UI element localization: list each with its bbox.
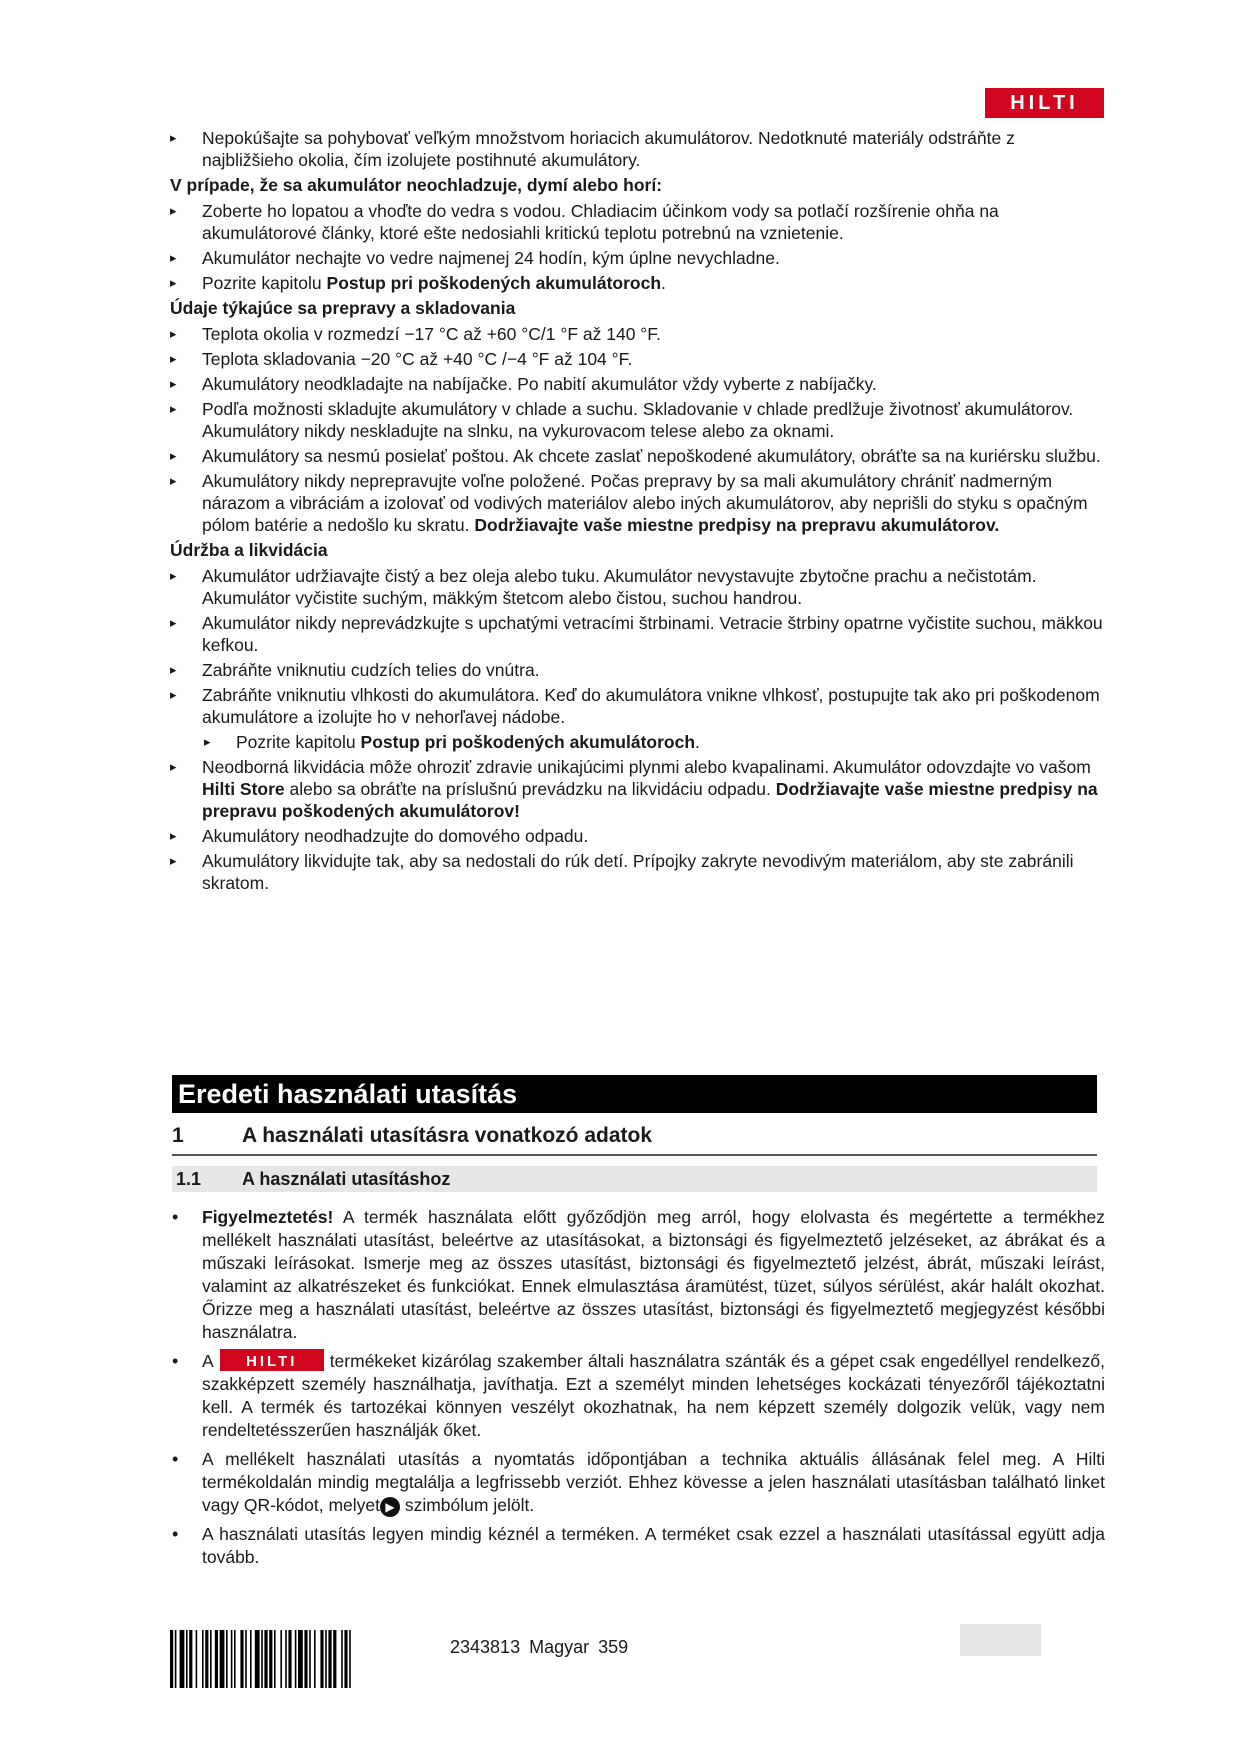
hilti-logo-text: HILTI (1010, 91, 1079, 114)
list-item: ▸ Akumulátory nikdy neprepravujte voľne položené. Počas prepravy by sa mali akumulátory chrániť nadmerným nárazom a vibráciám a izolovať od vodivých materiálov alebo iných akumulátorov, aby neprišli do styku s opačným pólom batérie a nedošlo ku skratu. Dodržiavajte vaše miestne predpisy na prepravu akumulátorov. (170, 470, 1105, 536)
list-item: • A használati utasítás legyen mindig kéznél a terméken. A terméket csak ezzel a használati utasítással együtt adja tovább. (170, 1523, 1105, 1569)
page-footer: 2343813 Magyar 359 (450, 1637, 629, 1657)
list-item: ▸ Akumulátory likvidujte tak, aby sa nedostali do rúk detí. Prípojky zakryte nevodivým materiálom, aby ste zabránili skratom. (170, 850, 1105, 894)
subchapter-number: 1.1 (176, 1169, 202, 1189)
list-item: ▸ Neodborná likvidácia môže ohroziť zdravie unikajúcimi plynmi alebo kvapalinami. Akumulátor odovzdajte vo vašom Hilti Store alebo sa obráťte na príslušnú prevádzku na likvidáciu odpadu. Dodržiavajte vaše miestne predpisy na prepravu poškodených akumulátorov! (170, 756, 1105, 822)
list-item: ▸ Nepokúšajte sa pohybovať veľkým množstvom horiacich akumulátorov. Nedotknuté materiály odstráňte z najbližšieho okolia, čím izolujete postihnuté akumulátory. (170, 127, 1105, 171)
hilti-logo (985, 88, 1104, 118)
list-item: ▸ Akumulátory neodhadzujte do domového odpadu. (170, 825, 1105, 847)
list-item: ▸ Zabráňte vniknutiu cudzích telies do vnútra. (170, 659, 1105, 681)
chapter-title: A használati utasításra vonatkozó adatok (242, 1124, 653, 1147)
list-item: • A mellékelt használati utasítás a nyomtatás időpontjában a technika aktuális állásának felel meg. A Hilti termékoldalán mindig megtalálja a legfrissebb verziót. Ehhez kövesse a jelen használati utasításban található linket vagy QR-kódot, melyet ▶ szimbólum jelölt. (170, 1448, 1105, 1517)
chapter-reference: Postup pri poškodených akumulátoroch (360, 732, 696, 752)
heading-maintenance: Údržba a likvidácia (170, 540, 328, 560)
list-item: ▸ Teplota okolia v rozmedzí −17 °C až +60 °C/1 °F až 140 °F. (170, 323, 1105, 345)
barcode-icon (170, 1630, 428, 1688)
hilti-logo-inline: HILTI (220, 1349, 324, 1371)
chapter-number: 1 (172, 1124, 184, 1147)
sub-list-item: ▸ Pozrite kapitolu Postup pri poškodených akumulátoroch. (170, 731, 1105, 753)
list-item: ▸ Teplota skladovania −20 °C až +40 °C /−4 °F až 104 °F. (170, 348, 1105, 370)
slovak-section (170, 127, 1105, 897)
list-item: ▸ Akumulátory neodkladajte na nabíjačke. Po nabití akumulátor vždy vyberte z nabíjačky. (170, 373, 1105, 395)
list-item: ▸ Akumulátory sa nesmú posielať poštou. Ak chcete zaslať nepoškodené akumulátory, obráťte sa na kuriérsku službu. (170, 445, 1105, 467)
qr-symbol-icon: ▶ (380, 1497, 400, 1517)
page-tab-marker (960, 1624, 1041, 1656)
list-item: ▸ Akumulátor nechajte vo vedre najmenej 24 hodín, kým úplne nevychladne. (170, 247, 1105, 269)
chapter-heading (172, 1124, 1097, 1156)
section-title: Eredeti használati utasítás (172, 1075, 1097, 1113)
list-item: • Figyelmeztetés! A termék használata előtt győződjön meg arról, hogy elolvasta és megértette a termékhez mellékelt használati utasítást, beleértve az utasításokat, a biztonsági és figyelmeztető jelzéseket, az ábrákat és a műszaki leírásokat. Ismerje meg az összes utasítást, biztonsági és figyelmeztető jelzést, ábrát, műszaki leírást, valamint az alkatrészeket és funkciókat. Ennek elmulasztása áramütést, tüzet, súlyos sérülést, akár halált okozhat. Őrizze meg a használati utasítást, beleértve az összes utasítást, biztonsági és figyelmeztető megjegyzést későbbi használatra. (170, 1206, 1105, 1344)
list-item: ▸ Akumulátor udržiavajte čistý a bez oleja alebo tuku. Akumulátor nevystavujte zbytočne prachu a nečistotám. Akumulátor vyčistite suchým, mäkkým štetcom alebo čistou, suchou handrou. (170, 565, 1105, 609)
list-item: ▸ Zabráňte vniknutiu vlhkosti do akumulátora. Keď do akumulátora vnikne vlhkosť, postupujte tak ako pri poškodenom akumulátore a izolujte ho v nehorľavej nádobe. (170, 684, 1105, 728)
heading-fire: V prípade, že sa akumulátor neochladzuje, dymí alebo horí: (170, 175, 663, 195)
hungarian-section (170, 1206, 1105, 1575)
heading-transport: Údaje týkajúce sa prepravy a skladovania (170, 298, 516, 318)
list-item: ▸ Podľa možnosti skladujte akumulátory v chlade a suchu. Skladovanie v chlade predlžuje životnosť akumulátorov. Akumulátory nikdy neskladujte na slnku, na vykurovacom telese alebo za oknami. (170, 398, 1105, 442)
list-item: ▸ Pozrite kapitolu Postup pri poškodených akumulátoroch. (170, 272, 1105, 294)
subchapter-heading (172, 1166, 1097, 1192)
list-item: ▸ Zoberte ho lopatou a vhoďte do vedra s vodou. Chladiacim účinkom vody sa potlačí rozšírenie ohňa na akumulátorové články, ktoré ešte nedosiahli kritickú teplotu potrebnú na vznietenie. (170, 200, 1105, 244)
list-item: • A HILTI termékeket kizárólag szakember általi használatra szánták és a gépet csak engedéllyel rendelkező, szakképzett személy használhatja, javíthatja. Ezt a személyt minden lehetséges kockázati tényezőről tájékoztatni kell. A termék és tartozékai könnyen veszélyt okozhatnak, ha nem képzett személy dolgozik velük, vagy nem rendeltetésszerűen használják őket. (170, 1350, 1105, 1442)
warning-label: Figyelmeztetés! (202, 1207, 334, 1227)
subchapter-title: A használati utasításhoz (242, 1169, 451, 1189)
chapter-reference: Postup pri poškodených akumulátoroch (326, 273, 662, 293)
list-item: ▸ Akumulátor nikdy neprevádzkujte s upchatými vetracími štrbinami. Vetracie štrbiny opatrne vyčistite suchou, mäkkou kefkou. (170, 612, 1105, 656)
